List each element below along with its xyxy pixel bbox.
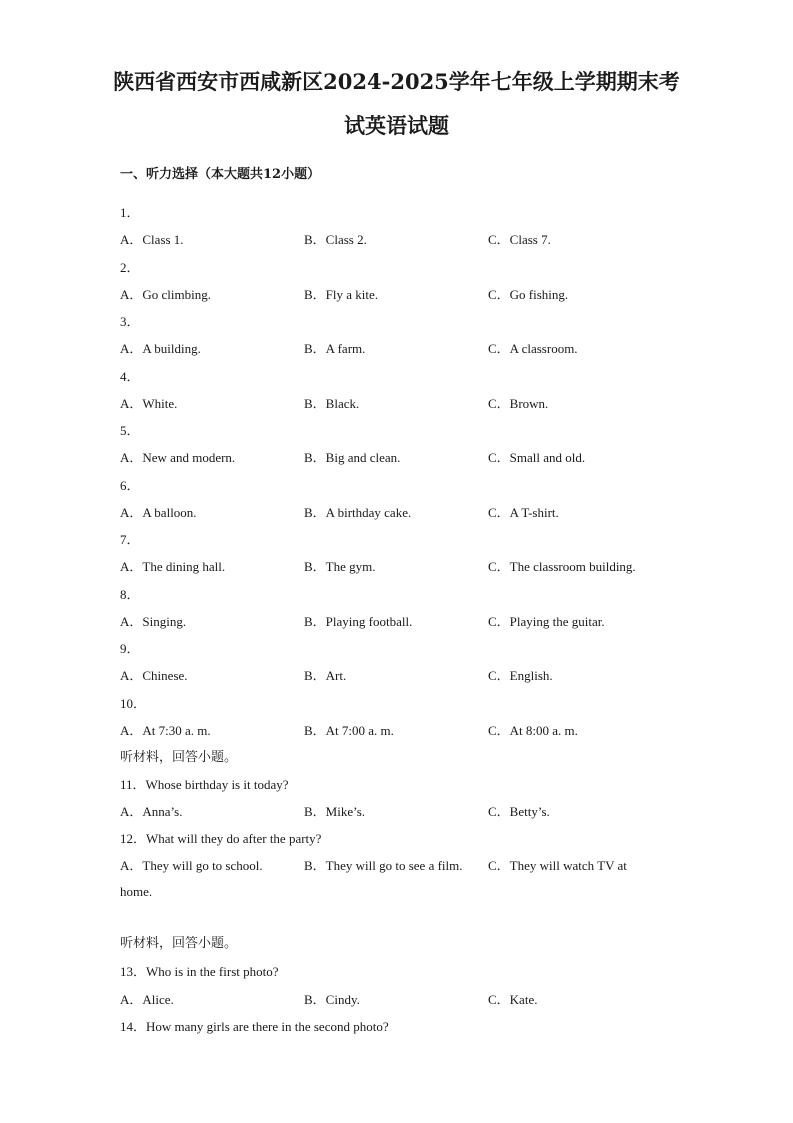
question-7-option-b: B．The gym. — [304, 559, 376, 574]
question-2-option-c: C．Go fishing. — [488, 287, 569, 302]
question-9-number: 9． — [120, 641, 140, 656]
question-7-option-c: C．The classroom building. — [488, 559, 636, 574]
question-4-option-b: B．Black. — [304, 396, 360, 411]
section-heading-listening: 一、听力选择（本大题共12小题） — [120, 167, 321, 182]
listen-prompt-1: 听材料，回答小题。 — [120, 750, 238, 765]
question-2-number: 2． — [120, 260, 140, 275]
question-7-number: 7． — [120, 532, 140, 547]
question-6-number: 6． — [120, 478, 140, 493]
question-13-option-a: A．Alice. — [120, 992, 174, 1007]
question-11-stem: 11．Whose birthday is it today? — [120, 777, 289, 792]
question-6-option-b: B．A birthday cake. — [304, 505, 412, 520]
question-12-option-a: A．They will go to school. — [120, 858, 263, 873]
question-4-option-c: C．Brown. — [488, 396, 549, 411]
question-3-number: 3． — [120, 314, 140, 329]
question-5-option-c: C．Small and old. — [488, 450, 586, 465]
question-6-option-c: C．A T-shirt. — [488, 505, 559, 520]
question-2-option-a: A．Go climbing. — [120, 287, 211, 302]
question-6-option-a: A．A balloon. — [120, 505, 197, 520]
question-3-option-c: C．A classroom. — [488, 341, 578, 356]
question-8-option-b: B．Playing football. — [304, 614, 413, 629]
question-8-option-c: C．Playing the guitar. — [488, 614, 605, 629]
question-1-option-a: A．Class 1. — [120, 232, 184, 247]
question-3-option-b: B．A farm. — [304, 341, 366, 356]
question-12-option-c-wrap: home. — [120, 884, 153, 899]
question-9-option-c: C．English. — [488, 668, 553, 683]
question-9-option-a: A．Chinese. — [120, 668, 188, 683]
question-5-option-b: B．Big and clean. — [304, 450, 401, 465]
listen-prompt-2: 听材料，回答小题。 — [120, 936, 238, 951]
question-14-stem: 14．How many girls are there in the second photo? — [120, 1019, 389, 1034]
question-4-option-a: A．White. — [120, 396, 178, 411]
question-10-option-b: B．At 7:00 a. m. — [304, 723, 394, 738]
question-7-option-a: A．The dining hall. — [120, 559, 226, 574]
question-2-option-b: B．Fly a kite. — [304, 287, 379, 302]
question-1-number: 1． — [120, 205, 140, 220]
question-11-option-c: C．Betty’s. — [488, 804, 550, 819]
question-13-stem: 13．Who is in the first photo? — [120, 964, 279, 979]
question-11-option-a: A．Anna’s. — [120, 804, 183, 819]
question-5-option-a: A．New and modern. — [120, 450, 236, 465]
document-title-line-2: 试英语试题 — [344, 113, 449, 138]
question-1-option-b: B．Class 2. — [304, 232, 367, 247]
question-8-option-a: A．Singing. — [120, 614, 187, 629]
question-12-option-b: B．They will go to see a film. — [304, 858, 463, 873]
question-10-number: 10． — [120, 696, 147, 711]
question-10-option-c: C．At 8:00 a. m. — [488, 723, 578, 738]
question-1-option-c: C．Class 7. — [488, 232, 551, 247]
question-12-stem: 12．What will they do after the party? — [120, 831, 322, 846]
question-13-option-c: C．Kate. — [488, 992, 538, 1007]
question-5-number: 5． — [120, 423, 140, 438]
question-3-option-a: A．A building. — [120, 341, 201, 356]
question-4-number: 4． — [120, 369, 140, 384]
question-8-number: 8． — [120, 587, 140, 602]
document-title-line-1: 陕西省西安市西咸新区2024-2025学年七年级上学期期末考 — [113, 69, 680, 94]
question-12-option-c: C．They will watch TV at — [488, 858, 627, 873]
question-9-option-b: B．Art. — [304, 668, 347, 683]
question-13-option-b: B．Cindy. — [304, 992, 360, 1007]
question-11-option-b: B．Mike’s. — [304, 804, 366, 819]
question-10-option-a: A．At 7:30 a. m. — [120, 723, 211, 738]
